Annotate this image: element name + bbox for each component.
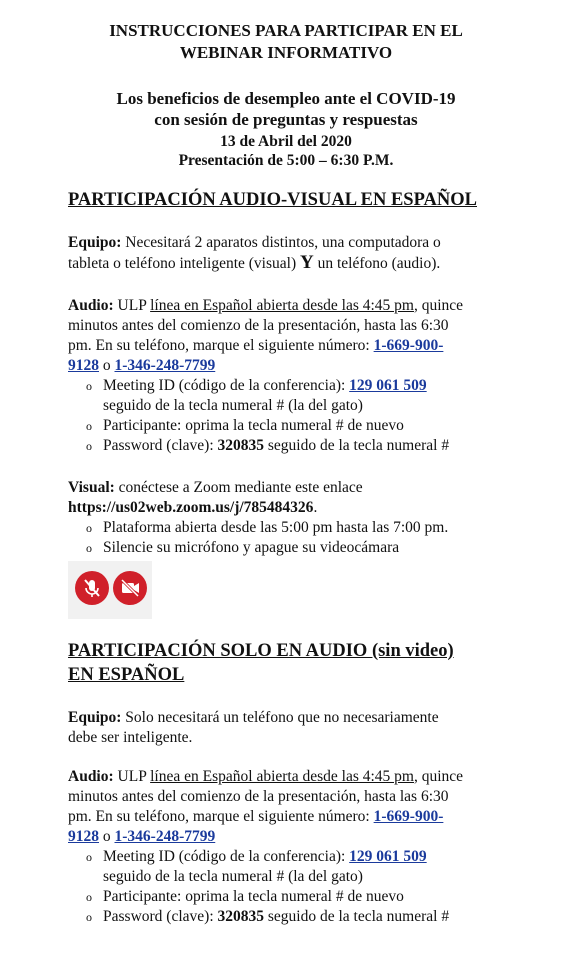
visual-label: Visual: (68, 479, 115, 496)
section1-audio-line1 (68, 296, 508, 316)
section2-audio-line3 (68, 807, 508, 827)
section1-audio-line4 (68, 356, 508, 376)
section2-equipo-line2: debe ser inteligente. (68, 729, 193, 746)
meeting-id-link[interactable]: 129 061 509 (349, 848, 427, 865)
section1-audio-line2: minutos antes del comienzo de la presentación, hasta las 6:30 (68, 317, 449, 334)
section2-audio-line4 (68, 827, 508, 847)
section2-heading-line2: EN ESPAÑOL (68, 665, 185, 685)
audio-label: Audio: (68, 297, 114, 314)
section1-equipo-line1 (68, 233, 508, 253)
phone-link-1-end[interactable]: 9128 (68, 828, 99, 845)
participant-text: Participante: oprima la tecla numeral # de nuevo (103, 888, 404, 905)
phone-link-1[interactable]: 1-669-900- (373, 337, 444, 354)
zoom-controls-image (68, 561, 152, 619)
section1-audio-line3 (68, 336, 508, 356)
meeting-label: Meeting ID (código de la conferencia): (103, 377, 350, 394)
equipo-text: Solo necesitará un teléfono que no necesariamente (121, 709, 439, 726)
section2-audio-line1 (68, 767, 508, 787)
audio-text: ULP (113, 768, 151, 785)
audio-text: , quince (413, 297, 464, 314)
equipo-text: Necesitará 2 aparatos distintos, una computadora o (121, 234, 441, 251)
equipo-label: Equipo: (68, 234, 122, 251)
list-item (86, 907, 449, 927)
phone-link-1[interactable]: 1-669-900- (373, 808, 444, 825)
audio-text: ULP (113, 297, 151, 314)
phone-link-2[interactable]: 1-346-248-7799 (114, 828, 216, 845)
list-item (86, 416, 404, 436)
password-follow: seguido de la tecla numeral # (264, 437, 450, 454)
meeting-follow: seguido de la tecla numeral # (la del gato) (103, 397, 363, 414)
section2-audio-line2: minutos antes del comienzo de la presentación, hasta las 6:30 (68, 788, 449, 805)
equipo-label: Equipo: (68, 709, 122, 726)
section2-equipo-line1 (68, 708, 508, 728)
list-item (86, 847, 427, 867)
bullet-icon: o (86, 890, 92, 904)
document-title-line2: WEBINAR INFORMATIVO (179, 43, 393, 62)
equipo-text: tableta o teléfono inteligente (visual) (68, 255, 300, 272)
bullet-icon: o (86, 910, 92, 924)
bullet-icon: o (86, 541, 92, 555)
list-item (86, 518, 448, 538)
password-label: Password (clave): (103, 437, 218, 454)
list-item (86, 887, 404, 907)
password-label: Password (clave): (103, 908, 218, 925)
mic-off-icon (75, 571, 109, 605)
visual-line2 (68, 498, 508, 518)
meeting-id-link[interactable]: 129 061 509 (349, 377, 427, 394)
bullet-icon: o (86, 850, 92, 864)
audio-line-open: línea en Español abierta desde las 4:45 pm (150, 297, 414, 314)
meeting-follow: seguido de la tecla numeral # (la del gato) (103, 868, 363, 885)
silence-text: Silencie su micrófono y apague su videocámara (103, 539, 400, 556)
password-follow: seguido de la tecla numeral # (264, 908, 450, 925)
section1-equipo-line2 (68, 253, 508, 274)
password-value: 320835 (217, 908, 264, 925)
event-time: Presentación de 5:00 – 6:30 P.M. (178, 152, 394, 169)
video-off-icon (113, 571, 147, 605)
bullet-icon: o (86, 419, 92, 433)
bullet-icon: o (86, 521, 92, 535)
event-date: 13 de Abril del 2020 (220, 133, 352, 150)
subtitle-line2: con sesión de preguntas y respuestas (154, 110, 418, 129)
phone-link-2[interactable]: 1-346-248-7799 (114, 357, 216, 374)
document-title-line1: INSTRUCCIONES PARA PARTICIPAR EN EL (109, 21, 463, 40)
mic-off-button (75, 571, 109, 605)
list-item (86, 436, 449, 456)
audio-text: pm. En su teléfono, marque el siguiente número: (68, 337, 374, 354)
audio-text: pm. En su teléfono, marque el siguiente número: (68, 808, 374, 825)
audio-text: , quince (413, 768, 464, 785)
audio-label: Audio: (68, 768, 114, 785)
bullet-icon: o (86, 379, 92, 393)
subtitle-line1: Los beneficios de desempleo ante el COVID-19 (116, 89, 456, 108)
equipo-y: Y (300, 252, 314, 273)
phone-link-1-end[interactable]: 9128 (68, 357, 99, 374)
platform-text: Plataforma abierta desde las 5:00 pm hasta las 7:00 pm. (103, 519, 449, 536)
bullet-icon: o (86, 439, 92, 453)
section1-heading: PARTICIPACIÓN AUDIO-VISUAL EN ESPAÑOL (68, 190, 477, 210)
visual-text: conéctese a Zoom mediante este enlace (114, 479, 363, 496)
equipo-text: un teléfono (audio). (313, 255, 441, 272)
or-text: o (99, 828, 115, 845)
password-value: 320835 (217, 437, 264, 454)
section2-heading-line1: PARTICIPACIÓN SOLO EN AUDIO (sin video) (68, 641, 454, 661)
zoom-link[interactable]: https://us02web.zoom.us/j/785484326 (68, 499, 314, 516)
list-item (86, 376, 427, 396)
list-item (86, 538, 399, 558)
meeting-label: Meeting ID (código de la conferencia): (103, 848, 350, 865)
video-off-button (113, 571, 147, 605)
visual-period: . (313, 499, 318, 516)
visual-line1 (68, 478, 508, 498)
audio-line-open: línea en Español abierta desde las 4:45 pm (150, 768, 414, 785)
participant-text: Participante: oprima la tecla numeral # de nuevo (103, 417, 404, 434)
or-text: o (99, 357, 115, 374)
